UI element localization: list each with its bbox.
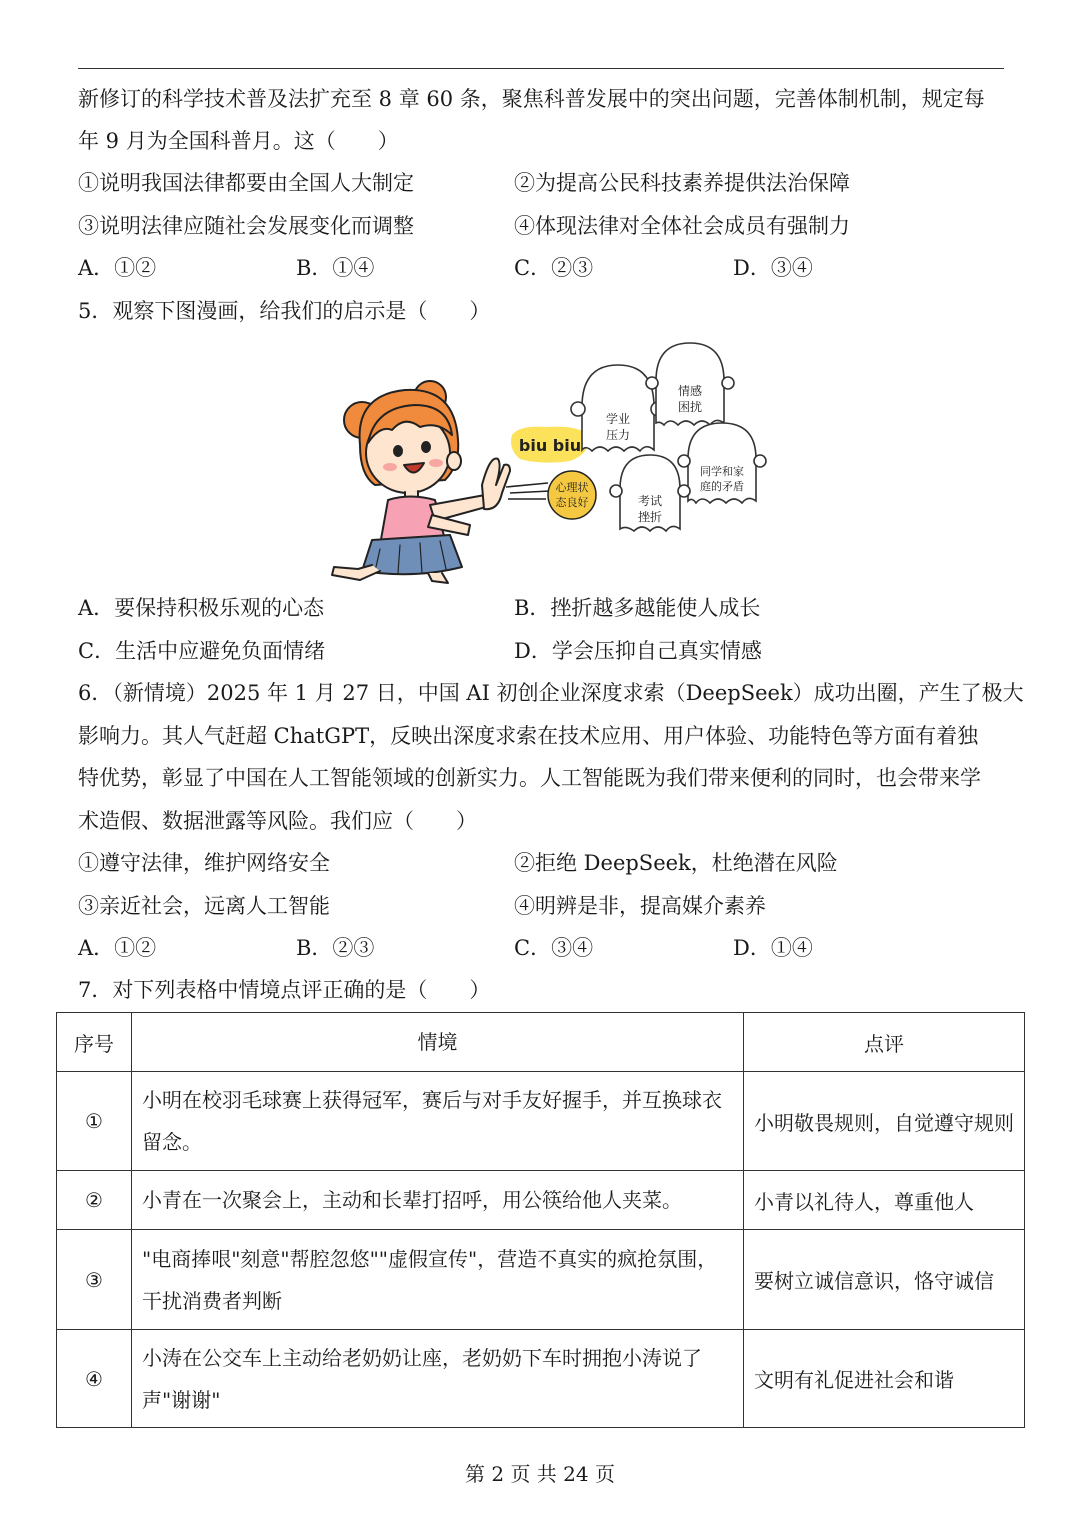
q6-stem-line2: 影响力。其人气赶超 ChatGPT，反映出深度求索在技术应用、用户体验、功能特色等方面有着独 [78, 724, 979, 748]
ghost-family-conflict [678, 423, 766, 503]
q7-table [56, 1012, 1025, 1428]
q4-item-3: ③说明法律应随社会发展变化而调整 [78, 214, 414, 238]
table-row [57, 1230, 1025, 1330]
q4-item-2: ②为提高公民科技素养提供法治保障 [514, 171, 850, 195]
q4-stem-line1: 新修订的科学技术普及法扩充至 8 章 60 条，聚焦科普发展中的突出问题，完善体制机制，规定每 [78, 87, 985, 111]
ghost3-line2: 庭的矛盾 [700, 480, 744, 493]
q6-item-3: ③亲近社会，远离人工智能 [78, 894, 330, 918]
q4-option-c[interactable]: C．②③ [514, 256, 594, 280]
q5-option-d[interactable]: D．学会压抑自己真实情感 [514, 639, 762, 663]
row-comment: 文明有礼促进社会和谐 [744, 1330, 1025, 1428]
header-comment: 点评 [744, 1013, 1025, 1072]
q6-option-d[interactable]: D．①④ [733, 936, 813, 960]
q6-option-c[interactable]: C．③④ [514, 936, 594, 960]
ball-label-line2: 态良好 [555, 496, 589, 509]
q4-option-d[interactable]: D．③④ [733, 256, 813, 280]
q6-item-2: ②拒绝 DeepSeek，杜绝潜在风险 [514, 851, 838, 875]
row-no: ① [57, 1072, 132, 1171]
ghost-exam-setback [610, 455, 690, 531]
q4-stem-line2: 年 9 月为全国科普月。这（ ） [78, 129, 399, 153]
biu-text: biu biu [518, 436, 582, 455]
girl-figure [332, 381, 510, 583]
row-comment: 小明敬畏规则，自觉遵守规则 [744, 1072, 1025, 1171]
row-no: ④ [57, 1330, 132, 1428]
row-situation: 小明在校羽毛球赛上获得冠军，赛后与对手友好握手，并互换球衣留念。 [132, 1072, 744, 1171]
q4-option-b[interactable]: B．①④ [296, 256, 375, 280]
energy-ball [548, 471, 596, 519]
row-comment: 要树立诚信意识，恪守诚信 [744, 1230, 1025, 1330]
row-no: ② [57, 1171, 132, 1230]
q5-option-a[interactable]: A．要保持积极乐观的心态 [78, 596, 325, 620]
q6-stem-line3: 特优势，彰显了中国在人工智能领域的创新实力。人工智能既为我们带来便利的同时，也会带来学 [78, 766, 981, 790]
page-footer: 第 2 页 共 24 页 [465, 1462, 615, 1486]
q4-item-4: ④体现法律对全体社会成员有强制力 [514, 214, 850, 238]
ghost1-line1: 学业 [605, 412, 631, 426]
q5-option-b[interactable]: B．挫折越多越能使人成长 [514, 596, 761, 620]
table-row [57, 1330, 1025, 1428]
q7-stem: 7．对下列表格中情境点评正确的是（ ） [78, 978, 491, 1002]
cartoon-illustration [320, 335, 770, 585]
q6-item-4: ④明辨是非，提高媒介素养 [514, 894, 766, 918]
ghost2-line1: 情感 [677, 384, 703, 398]
ghost1-line2: 压力 [605, 428, 631, 442]
row-situation: 小涛在公交车上主动给老奶奶让座，老奶奶下车时拥抱小涛说了声"谢谢" [132, 1330, 744, 1428]
row-situation: 小青在一次聚会上，主动和长辈打招呼，用公筷给他人夹菜。 [132, 1171, 744, 1230]
q6-option-b[interactable]: B．②③ [296, 936, 375, 960]
ghost2-line2: 困扰 [677, 400, 703, 414]
q6-stem-line1: 6．（新情境）2025 年 1 月 27 日，中国 AI 初创企业深度求索（DeepSeek）成功出圈，产生了极大 [78, 681, 1024, 705]
ghost3-line1: 同学和家 [700, 465, 744, 478]
q6-stem-line4: 术造假、数据泄露等风险。我们应（ ） [78, 809, 477, 833]
q6-item-1: ①遵守法律，维护网络安全 [78, 851, 330, 875]
row-comment: 小青以礼待人，尊重他人 [744, 1171, 1025, 1230]
q4-item-1: ①说明我国法律都要由全国人大制定 [78, 171, 414, 195]
row-situation: "电商捧哏"刻意"帮腔忽悠""虚假宣传"，营造不真实的疯抢氛围，干扰消费者判断 [132, 1230, 744, 1330]
biu-sound-effect [511, 427, 589, 463]
ghost4-line2: 挫折 [637, 510, 663, 524]
ghost-emotional-distress [646, 343, 734, 425]
motion-lines [506, 483, 550, 499]
table-header-row [57, 1013, 1025, 1072]
table-row [57, 1072, 1025, 1171]
table-row [57, 1171, 1025, 1230]
header-situation: 情境 [132, 1013, 744, 1072]
header-rule [78, 68, 1004, 69]
ghost4-line1: 考试 [637, 494, 663, 508]
header-no: 序号 [57, 1013, 132, 1072]
q5-stem: 5．观察下图漫画，给我们的启示是（ ） [78, 299, 491, 323]
q4-option-a[interactable]: A．①② [78, 256, 157, 280]
q5-option-c[interactable]: C．生活中应避免负面情绪 [78, 639, 326, 663]
row-no: ③ [57, 1230, 132, 1330]
ball-label-line1: 心理状 [555, 481, 589, 494]
q6-option-a[interactable]: A．①② [78, 936, 157, 960]
